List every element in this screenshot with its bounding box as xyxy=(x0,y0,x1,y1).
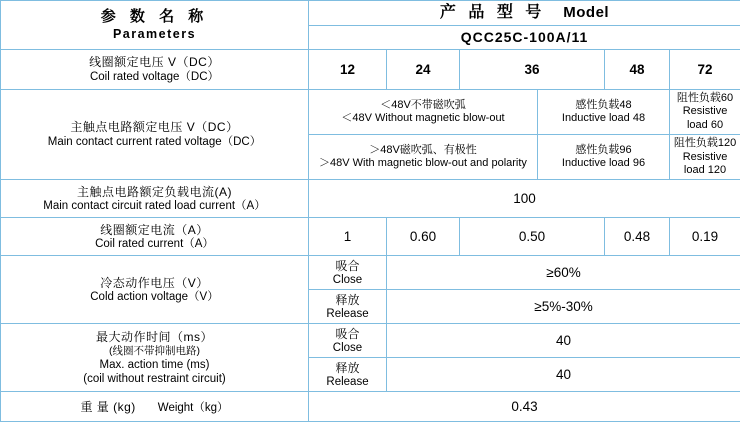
cold-action-voltage-release-value: ≥5%-30% xyxy=(387,290,740,324)
model-header-cn: 产 品 型 号 xyxy=(440,4,545,21)
table-row-main-contact-voltage-1 xyxy=(1,90,740,135)
cold-action-voltage-label-cn: 冷态动作电压（V） xyxy=(4,276,305,291)
coil-rated-voltage-label xyxy=(1,50,309,90)
parameters-header-cn: 参 数 名 称 xyxy=(4,8,305,26)
coil-rated-current-label-cn: 线圈额定电流（A） xyxy=(4,223,305,238)
model-code-cell xyxy=(309,25,740,50)
rated-load-current-label-cn: 主触点电路额定负载电流(A) xyxy=(4,185,305,200)
coil-rated-current-value-2: 0.60 xyxy=(387,218,460,256)
max-action-time-label-cn2: (线圈不带抑制电路) xyxy=(4,345,305,358)
main-contact-voltage-label-cn: 主触点电路额定电压 V（DC） xyxy=(4,120,305,135)
rated-load-current-label-en: Main contact circuit rated load current（A） xyxy=(4,199,305,213)
main-contact-voltage-label xyxy=(1,90,309,180)
main-contact-voltage-r1-condition: ＜48V不带磁吹弧 ＜48V Without magnetic blow-out xyxy=(309,90,538,135)
table-row-coil-rated-voltage xyxy=(1,50,740,90)
table-row-max-action-time-close xyxy=(1,324,740,358)
parameters-header-cell xyxy=(1,1,309,50)
cold-action-voltage-label-en: Cold action voltage（V） xyxy=(4,290,305,304)
table-row-header xyxy=(1,1,740,26)
table-row-cold-action-voltage-close xyxy=(1,256,740,290)
rated-load-current-label xyxy=(1,180,309,218)
max-action-time-label-en2: (coil without restraint circuit) xyxy=(4,372,305,386)
coil-rated-voltage-value-3: 36 xyxy=(460,50,605,90)
main-contact-voltage-r2-condition: ＞48V磁吹弧、有极性 ＞48V With magnetic blow-out and polarity xyxy=(309,135,538,180)
coil-rated-voltage-label-cn: 线圈额定电压 V（DC） xyxy=(4,55,305,70)
coil-rated-voltage-value-4: 48 xyxy=(605,50,670,90)
coil-rated-current-value-5: 0.19 xyxy=(670,218,740,256)
cold-action-voltage-label xyxy=(1,256,309,324)
cold-action-voltage-release-label: 释放 Release xyxy=(309,290,387,324)
table-row-coil-rated-current xyxy=(1,218,740,256)
main-contact-voltage-r2-resistive: 阻性负载120 Resistive load 120 xyxy=(670,135,740,180)
parameters-header-en: Parameters xyxy=(4,27,305,42)
weight-label xyxy=(1,392,309,422)
table-row-weight xyxy=(1,392,740,422)
max-action-time-release-label: 释放 Release xyxy=(309,358,387,392)
model-code-value: QCC25C-100A/11 xyxy=(461,29,589,45)
coil-rated-current-value-1: 1 xyxy=(309,218,387,256)
coil-rated-current-label xyxy=(1,218,309,256)
model-header-en: Model xyxy=(563,4,609,21)
max-action-time-label xyxy=(1,324,309,392)
main-contact-voltage-r2-inductive: 感性负载96 Inductive load 96 xyxy=(538,135,670,180)
max-action-time-label-cn: 最大动作时间（ms） xyxy=(4,330,305,345)
model-header-cell xyxy=(309,1,740,26)
cold-action-voltage-close-value: ≥60% xyxy=(387,256,740,290)
main-contact-voltage-r1-inductive: 感性负载48 Inductive load 48 xyxy=(538,90,670,135)
weight-label-cn: 重 量 (kg) xyxy=(80,400,135,414)
weight-value: 0.43 xyxy=(309,392,740,422)
coil-rated-voltage-value-1: 12 xyxy=(309,50,387,90)
coil-rated-voltage-value-5: 72 xyxy=(670,50,740,90)
coil-rated-voltage-label-en: Coil rated voltage（DC） xyxy=(4,70,305,84)
main-contact-voltage-r1-resistive: 阻性负载60 Resistive load 60 xyxy=(670,90,740,135)
coil-rated-current-value-3: 0.50 xyxy=(460,218,605,256)
table-row-rated-load-current xyxy=(1,180,740,218)
max-action-time-label-en: Max. action time (ms) xyxy=(4,358,305,372)
max-action-time-close-value: 40 xyxy=(387,324,740,358)
main-contact-voltage-label-en: Main contact current rated voltage（DC） xyxy=(4,135,305,149)
cold-action-voltage-close-label: 吸合 Close xyxy=(309,256,387,290)
weight-label-en: Weight（kg） xyxy=(158,402,229,414)
coil-rated-current-label-en: Coil rated current（A） xyxy=(4,237,305,251)
rated-load-current-value: 100 xyxy=(309,180,740,218)
coil-rated-voltage-value-2: 24 xyxy=(387,50,460,90)
max-action-time-release-value: 40 xyxy=(387,358,740,392)
max-action-time-close-label: 吸合 Close xyxy=(309,324,387,358)
coil-rated-current-value-4: 0.48 xyxy=(605,218,670,256)
